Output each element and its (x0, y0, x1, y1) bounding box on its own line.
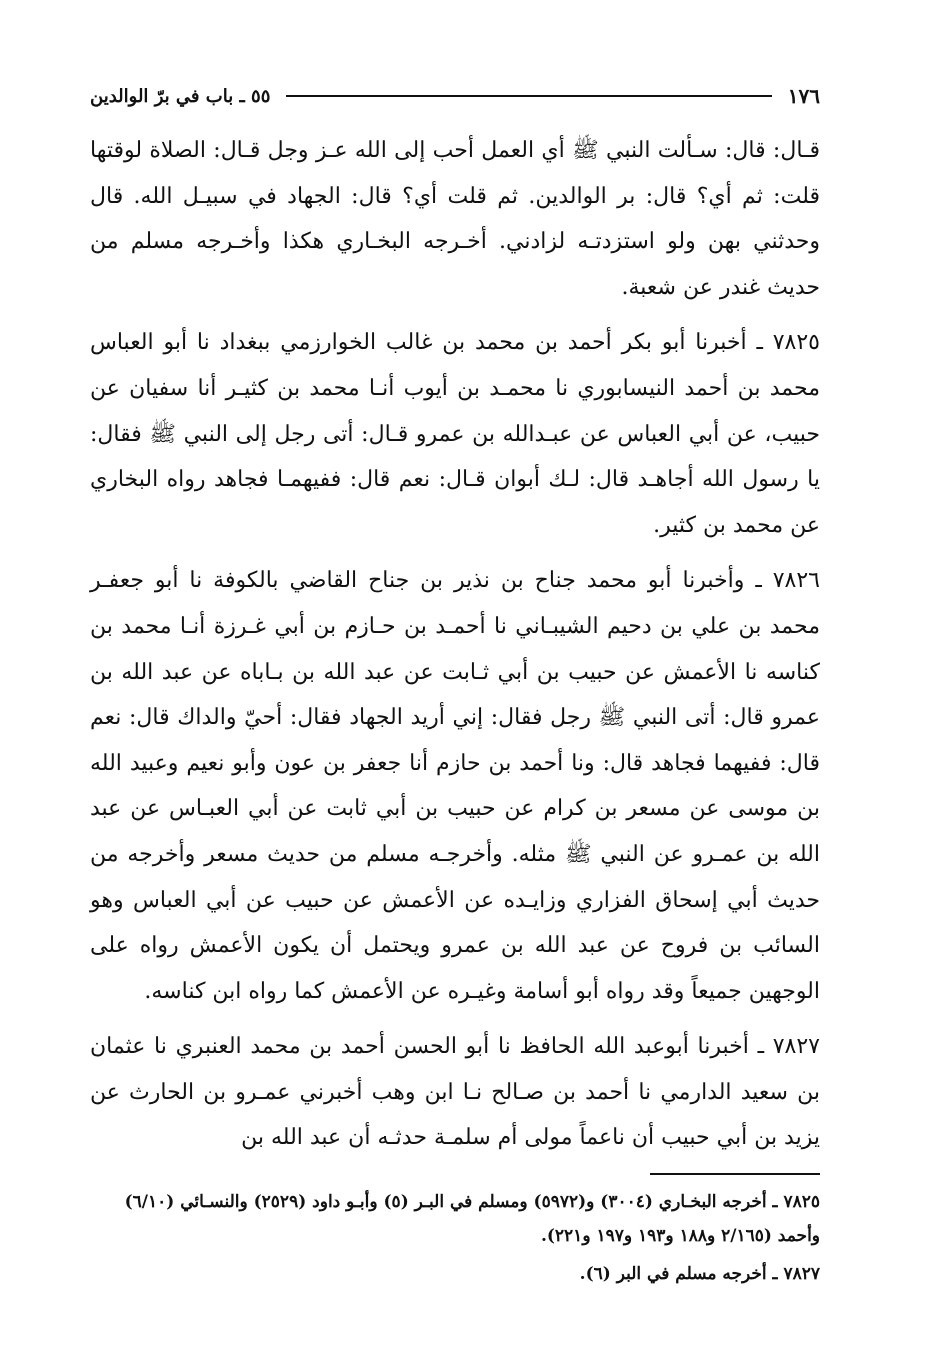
footnote-separator (650, 1173, 820, 1175)
paragraph-continuation: قـال: قال: سـألت النبي ﷺ أي العمل أحب إلى الله عـز وجل قـال: الصلاة لوقتها قلت: ثم أي؟ قال: بر الوالدين. ثم قلت أي؟ قال: الجهاد في سبيـل الله. قال وحدثني بهن ولو استزدتـه لزادني. أخـرجه البخـاري هكذا وأخـرجه مسلم من حديث غندر عن شعبة. (90, 138, 820, 300)
hadith-7826: ٧٨٢٦ ـ وأخبرنا أبو محمد جناح بن نذير بن جناح القاضي بالكوفة نا أبو جعفـر محمد بن علي بن دحيم الشيبـاني نا أحمـد بن حـازم بن أبي غـرزة أنـا محمد بن كناسه نا الأعمش عن حبيب بن أبي ثـابت عن عبد الله بن بـاباه عن عبد الله بن عمرو قال: أتى النبي ﷺ رجل فقال: إني أريد الجهاد فقال: أحيّ والداك قال: نعم قال: ففيهما فجاهد قال: ونا أحمد بن حازم أنا جعفر بن عون وأبو نعيم وعبيد الله بن موسى عن مسعر بن كرام عن حبيب بن أبي ثابت عن أبي العبـاس عن عبد الله بن عمـرو عن النبي ﷺ مثله. وأخرجـه مسلم من حديث مسعر وأخرجه من حديث أبي إسحاق الفزاري وزايـده عن الأعمش عن حبيب عن أبي العباس وهو السائب بن فروح عن عبد الله بن عمرو ويحتمل أن يكون الأعمش رواه على الوجهين جميعاً وقد رواه أبو أسامة وغيـره عن الأعمش كما رواه ابن كناسه. (90, 568, 821, 1004)
footnote-7827: ٧٨٢٧ ـ أخرجه مسلم في البر (٦). (579, 1264, 820, 1285)
page-number: ١٧٦ (787, 84, 820, 108)
chapter-title: ٥٥ ـ باب في برّ الوالدين (90, 85, 271, 107)
header-rule (286, 95, 771, 97)
book-page (90, 78, 820, 1295)
footnotes (90, 1185, 820, 1291)
running-header (90, 78, 820, 114)
hadith-7827: ٧٨٢٧ ـ أخبرنا أبوعبد الله الحافظ نا أبو الحسن أحمد بن محمد العنبري نا عثمان بن سعيد الدارمي نا أحمد بن صـالح نـا ابن وهب أخبرني عمـرو بن الحارث عن يزيد بن أبي حبيب أن ناعماً مولى أم سلمـة حدثـه أن عبد الله بن (90, 1034, 820, 1151)
body-text (90, 128, 820, 1161)
footnote-7825: ٧٨٢٥ ـ أخرجه البخـاري (٣٠٠٤) و(٥٩٧٢) ومسلم في البـر (٥) وأبـو داود (٢٥٢٩) والنسـائي (٦/١٠) وأحمد (٢/١٦٥ و١٨٨ و١٩٣ و١٩٧ و٢٢١). (124, 1192, 820, 1247)
hadith-7825: ٧٨٢٥ ـ أخبرنا أبو بكر أحمد بن محمد بن غالب الخوارزمي ببغداد نا أبو العباس محمد بن أحمد النيسابوري نا محمـد بن أيوب أنـا محمد بن كثيـر أنا سفيان عن حبيب، عن أبي العباس عن عبـدالله بن عمرو قـال: أتى رجل إلى النبي ﷺ فقال: يا رسول الله أجاهـد قال: لـك أبوان قـال: نعم قال: ففيهمـا فجاهد رواه البخاري عن محمد بن كثير. (90, 330, 820, 538)
